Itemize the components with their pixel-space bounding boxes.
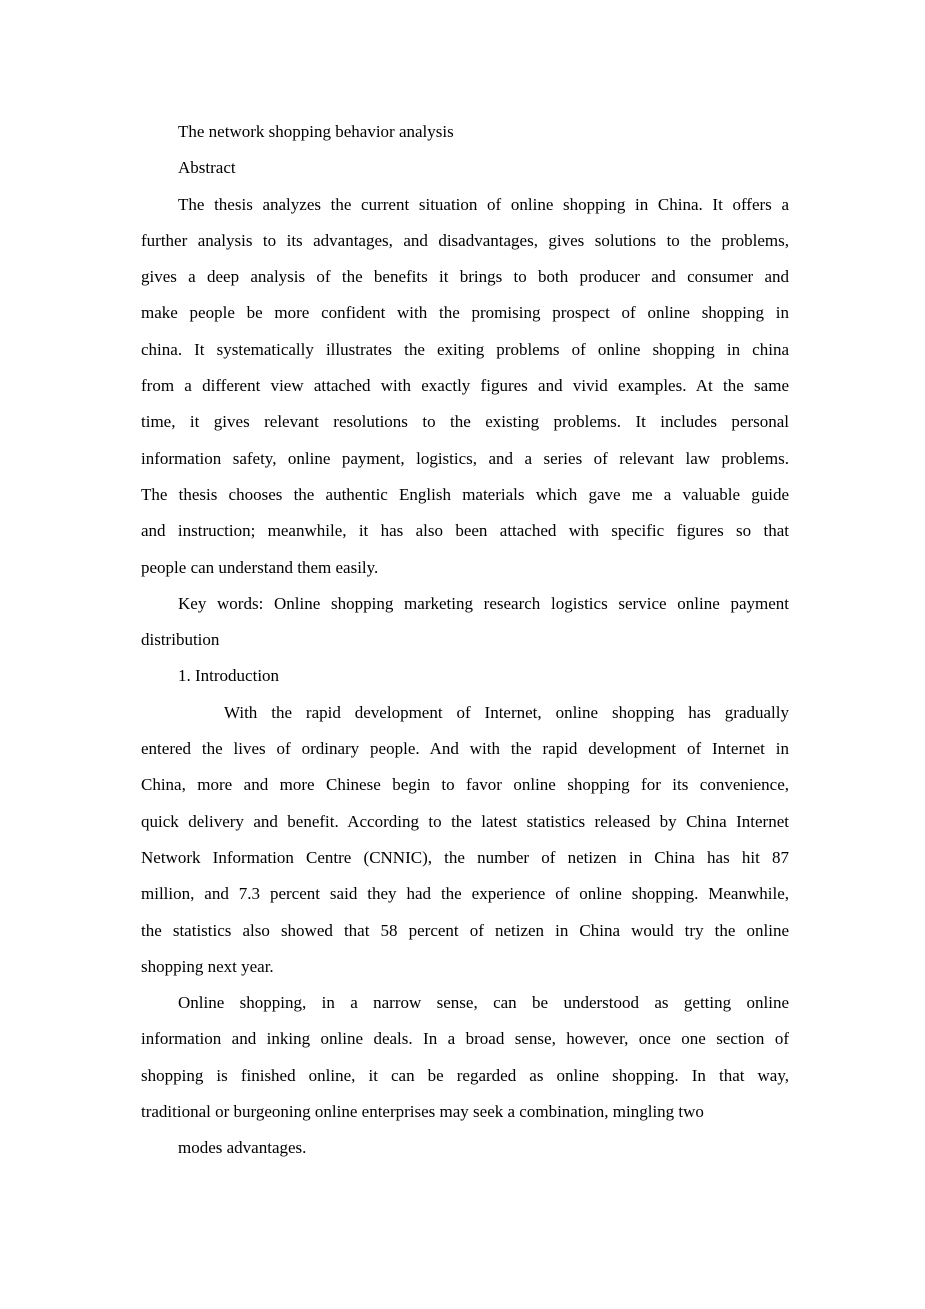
abstract-paragraph xyxy=(141,187,789,586)
text-line: Network Information Centre (CNNIC), the number of netizen in China has hit 87 xyxy=(141,847,789,867)
section-heading: 1. Introduction xyxy=(178,666,280,686)
text-line: information and inking online deals. In a broad sense, however, once one section of xyxy=(141,1029,789,1049)
text-line: shopping next year. xyxy=(141,956,274,976)
text-line: gives a deep analysis of the benefits it brings to both producer and consumer and xyxy=(141,267,789,287)
text-line: With the rapid development of Internet, online shopping has gradually xyxy=(224,702,789,722)
text-line: and instruction; meanwhile, it has also been attached with specific figures so that xyxy=(141,521,789,541)
text-line: further analysis to its advantages, and disadvantages, gives solutions to the problems, xyxy=(141,230,789,250)
text-line: quick delivery and benefit. According to the latest statistics released by China Internet xyxy=(141,811,789,831)
text-line: make people be more confident with the promising prospect of online shopping in xyxy=(141,303,789,323)
text-line: the statistics also showed that 58 percent of netizen in China would try the online xyxy=(141,920,789,940)
text-line: China, more and more Chinese begin to favor online shopping for its convenience, xyxy=(141,775,789,795)
second-paragraph xyxy=(141,985,789,1166)
text-line: from a different view attached with exactly figures and vivid examples. At the same xyxy=(141,376,789,396)
text-line: time, it gives relevant resolutions to the existing problems. It includes personal xyxy=(141,412,789,432)
abstract-heading: Abstract xyxy=(178,158,236,178)
text-line: distribution xyxy=(141,630,220,650)
text-line: china. It systematically illustrates the exiting problems of online shopping in china xyxy=(141,339,789,359)
text-line: Online shopping, in a narrow sense, can be understood as getting online xyxy=(178,993,789,1013)
text-line: information safety, online payment, logistics, and a series of relevant law problems. xyxy=(141,448,789,468)
text-line: modes advantages. xyxy=(178,1138,307,1158)
document-title: The network shopping behavior analysis xyxy=(178,122,454,141)
keywords-paragraph xyxy=(141,586,789,659)
text-line: entered the lives of ordinary people. And with the rapid development of Internet in xyxy=(141,739,789,759)
intro-paragraph xyxy=(141,695,789,985)
text-line: people can understand them easily. xyxy=(141,557,379,577)
text-line: The thesis chooses the authentic English materials which gave me a valuable guide xyxy=(141,484,789,504)
text-line: shopping is finished online, it can be regarded as online shopping. In that way, xyxy=(141,1065,789,1085)
text-line: traditional or burgeoning online enterprises may seek a combination, mingling two xyxy=(141,1102,704,1122)
text-line: million, and 7.3 percent said they had the experience of online shopping. Meanwhile, xyxy=(141,884,789,904)
text-line: The thesis analyzes the current situation of online shopping in China. It offers a xyxy=(178,194,789,214)
text-line: Key words: Online shopping marketing research logistics service online payment xyxy=(178,593,789,613)
document-page xyxy=(141,114,789,1167)
